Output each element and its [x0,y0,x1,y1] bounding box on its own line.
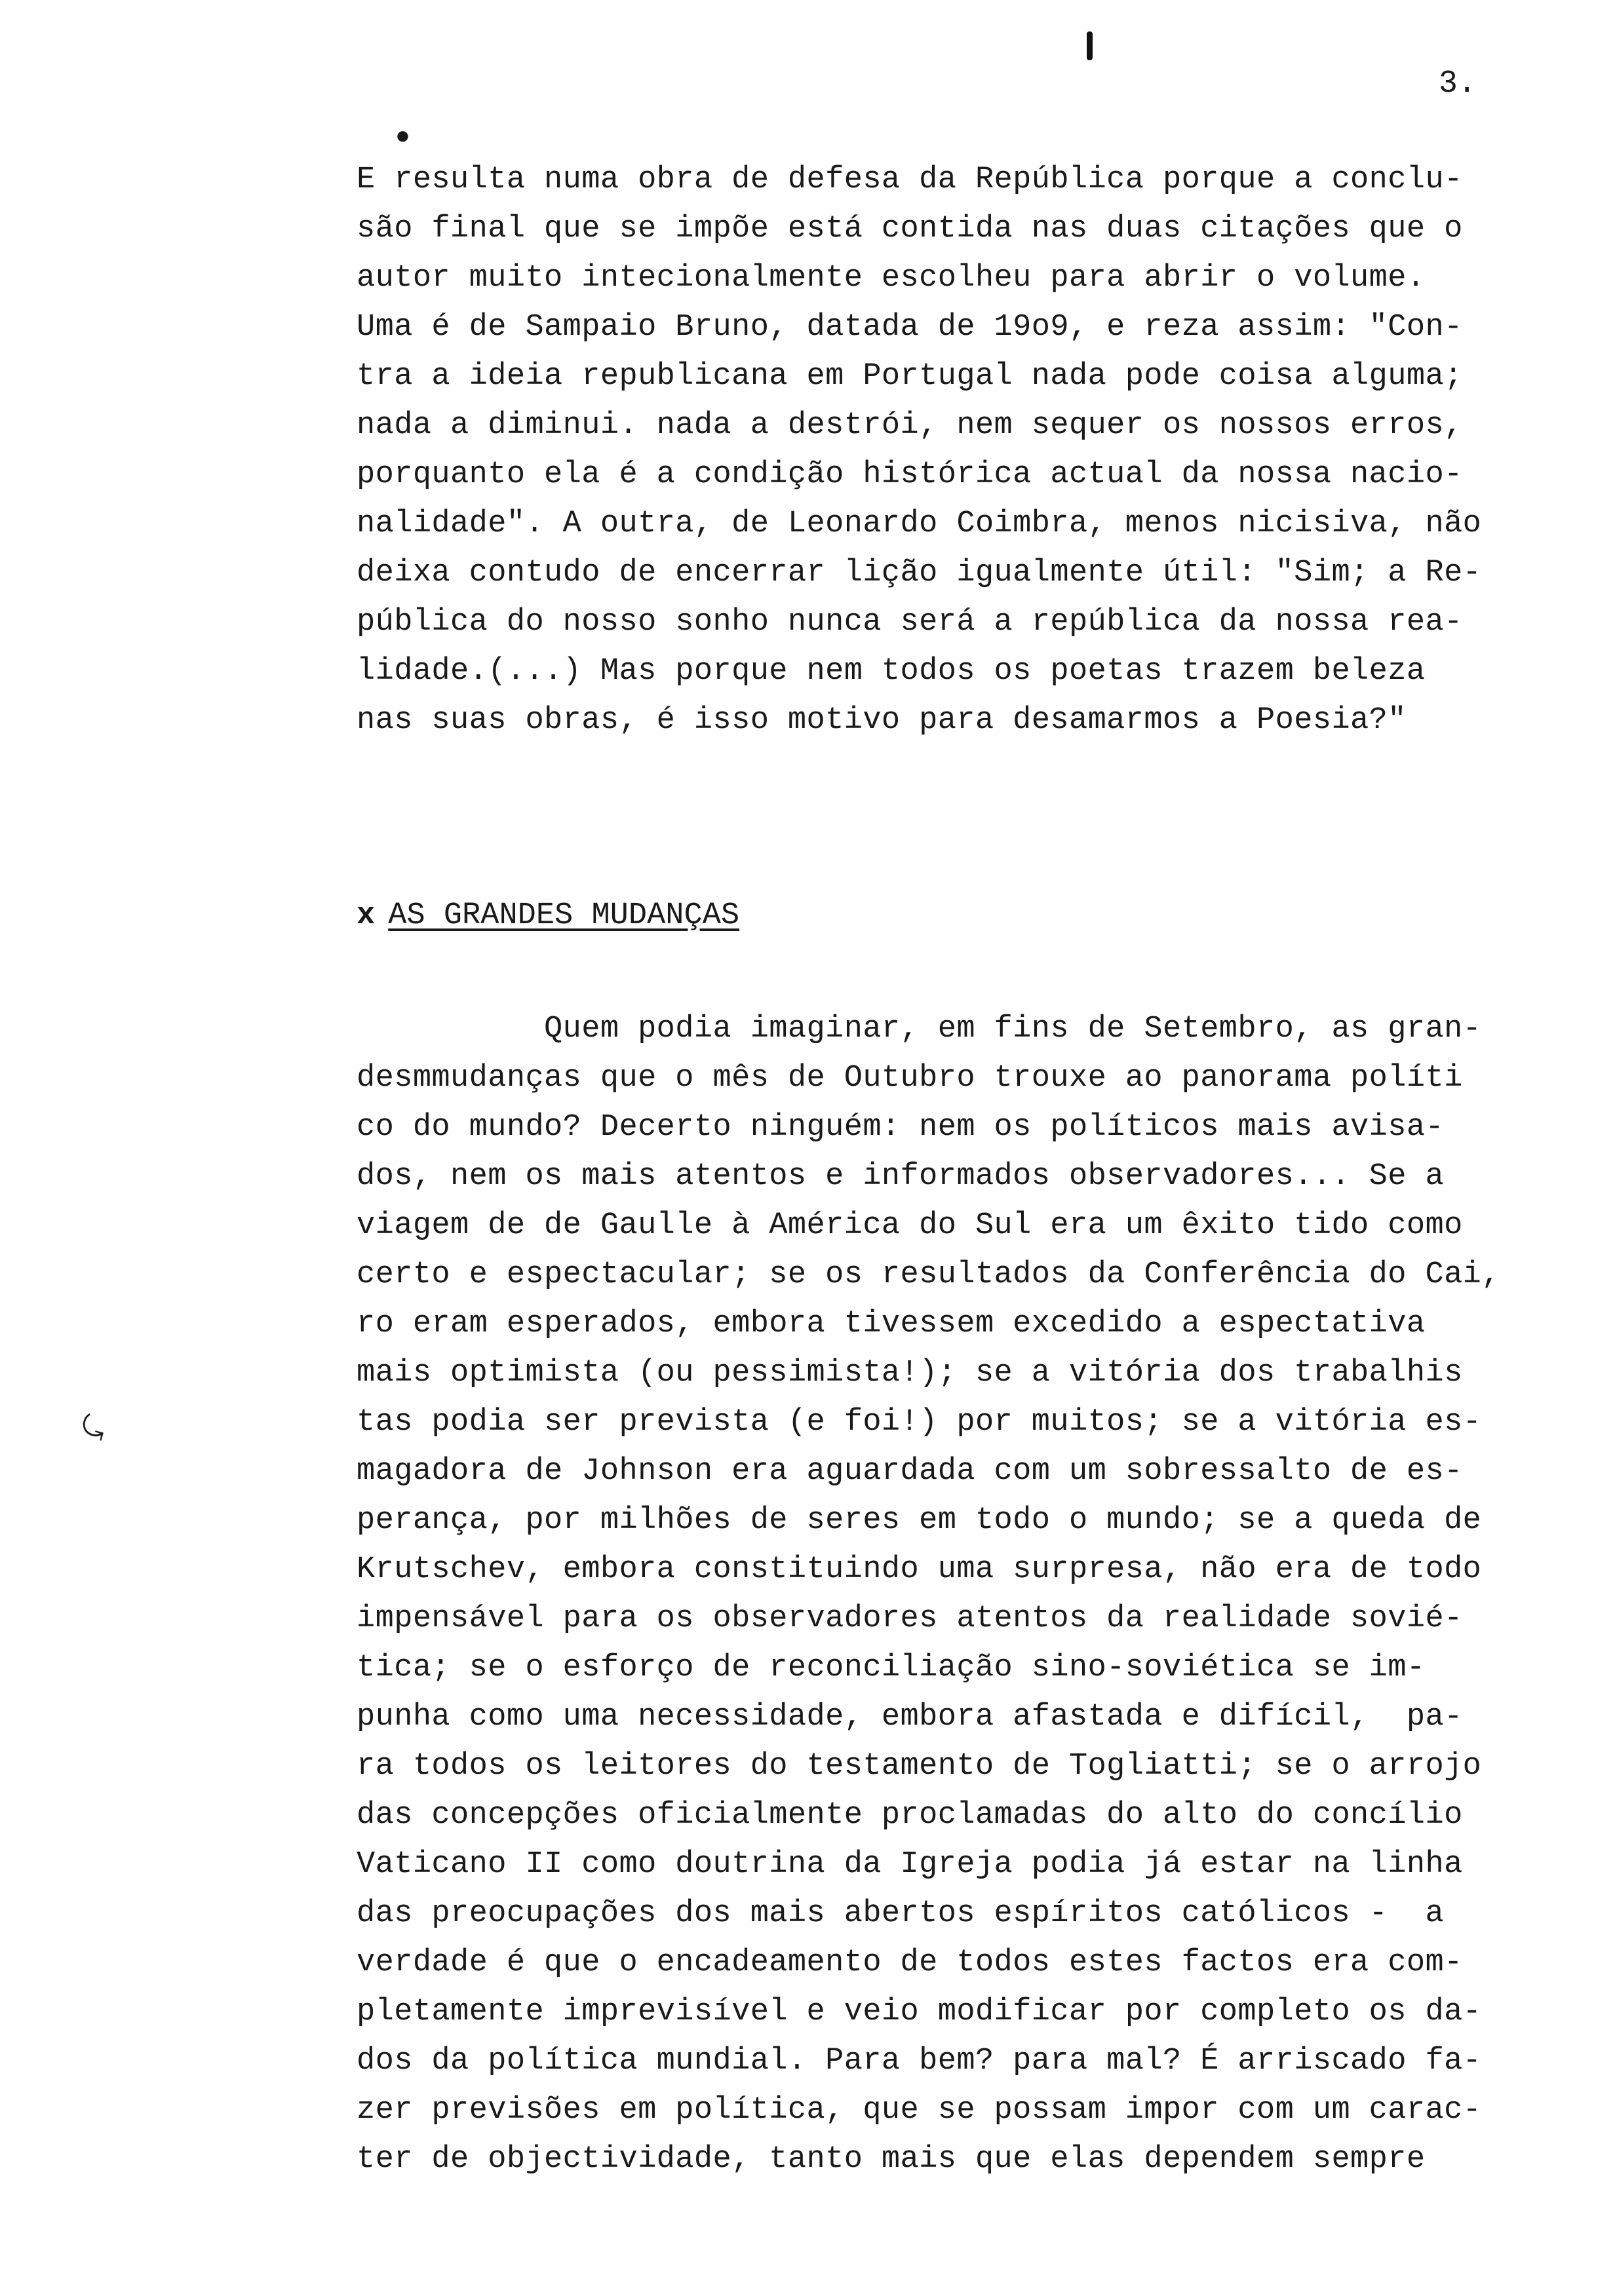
heading-marker: x [357,898,376,933]
text-line: Quem podia imaginar, em fins de Setembro, as gran- [357,1012,1482,1046]
text-line: das concepções oficialmente proclamadas do alto do concílio [357,1798,1463,1833]
text-line: pletamente imprevisível e veio modificar por completo os da- [357,1995,1482,2029]
text-line: nas suas obras, é isso motivo para desamarmos a Poesia?" [357,703,1407,738]
text-line: pública do nosso sonho nunca será a república da nossa rea- [357,605,1463,640]
ink-mark [1087,31,1093,60]
text-line: impensável para os observadores atentos da realidade sovié- [357,1601,1463,1636]
paragraph-great-changes [357,1004,1569,2184]
text-line: das preocupações dos mais abertos espíritos católicos - a [357,1896,1445,1931]
text-line: certo e espectacular; se os resultados da Conferência do Cai, [357,1257,1500,1292]
text-line: perança, por milhões de seres em todo o mundo; se a queda de [357,1503,1482,1538]
text-line: dos, nem os mais atentos e informados observadores... Se a [357,1159,1445,1194]
text-line: tra a ideia republicana em Portugal nada pode coisa alguma; [357,359,1463,394]
paragraph-republic [357,155,1569,745]
text-line: autor muito intecionalmente escolheu para abrir o volume. [357,261,1426,296]
page-number: 3. [1439,66,1477,102]
text-line: tica; se o esforço de reconciliação sino-soviética se im- [357,1651,1426,1685]
text-line: co do mundo? Decerto ninguém: nem os políticos mais avisa- [357,1110,1445,1145]
text-line: Uma é de Sampaio Bruno, datada de 19o9, e reza assim: "Con- [357,310,1463,345]
bullet-mark: ● [395,123,410,151]
text-line: zer previsões em política, que se possam impor com um carac- [357,2093,1482,2128]
text-line: dos da política mundial. Para bem? para mal? É arriscado fa- [357,2044,1482,2078]
text-line: punha como uma necessidade, embora afastada e difícil, pa- [357,1700,1463,1734]
text-line: ro eram esperados, embora tivessem excedido a espectativa [357,1307,1426,1341]
text-line: deixa contudo de encerrar lição igualmente útil: "Sim; a Re- [357,556,1482,590]
text-line: lidade.(...) Mas porque nem todos os poetas trazem beleza [357,654,1426,689]
heading-title: AS GRANDES MUDANÇAS [388,898,740,933]
text-line: E resulta numa obra de defesa da República porque a conclu- [357,163,1463,197]
text-line: nada a diminui. nada a destrói, nem sequer os nossos erros, [357,408,1463,443]
text-line: são final que se impõe está contida nas duas citações que o [357,212,1463,246]
text-line: tas podia ser prevista (e foi!) por muitos; se a vitória es- [357,1405,1482,1440]
text-line: magadora de Johnson era aguardada com um sobressalto de es- [357,1454,1463,1489]
text-line: Vaticano II como doutrina da Igreja podia já estar na linha [357,1847,1463,1882]
text-line: verdade é que o encadeamento de todos estes factos era com- [357,1945,1463,1980]
text-line: desmmudanças que o mês de Outubro trouxe ao panorama políti [357,1061,1463,1096]
margin-arrow-mark: ⤹ [77,1411,109,1449]
text-line: mais optimista (ou pessimista!); se a vitória dos trabalhis [357,1356,1463,1390]
section-heading [357,891,739,940]
text-line: ter de objectividade, tanto mais que elas dependem sempre [357,2142,1426,2177]
text-line: ra todos os leitores do testamento de Togliatti; se o arrojo [357,1749,1482,1784]
text-line: nalidade". A outra, de Leonardo Coimbra, menos nicisiva, não [357,507,1482,541]
text-line: viagem de de Gaulle à América do Sul era um êxito tido como [357,1208,1463,1243]
text-line: Krutschev, embora constituindo uma surpresa, não era de todo [357,1552,1482,1587]
text-line: porquanto ela é a condição histórica actual da nossa nacio- [357,457,1463,492]
